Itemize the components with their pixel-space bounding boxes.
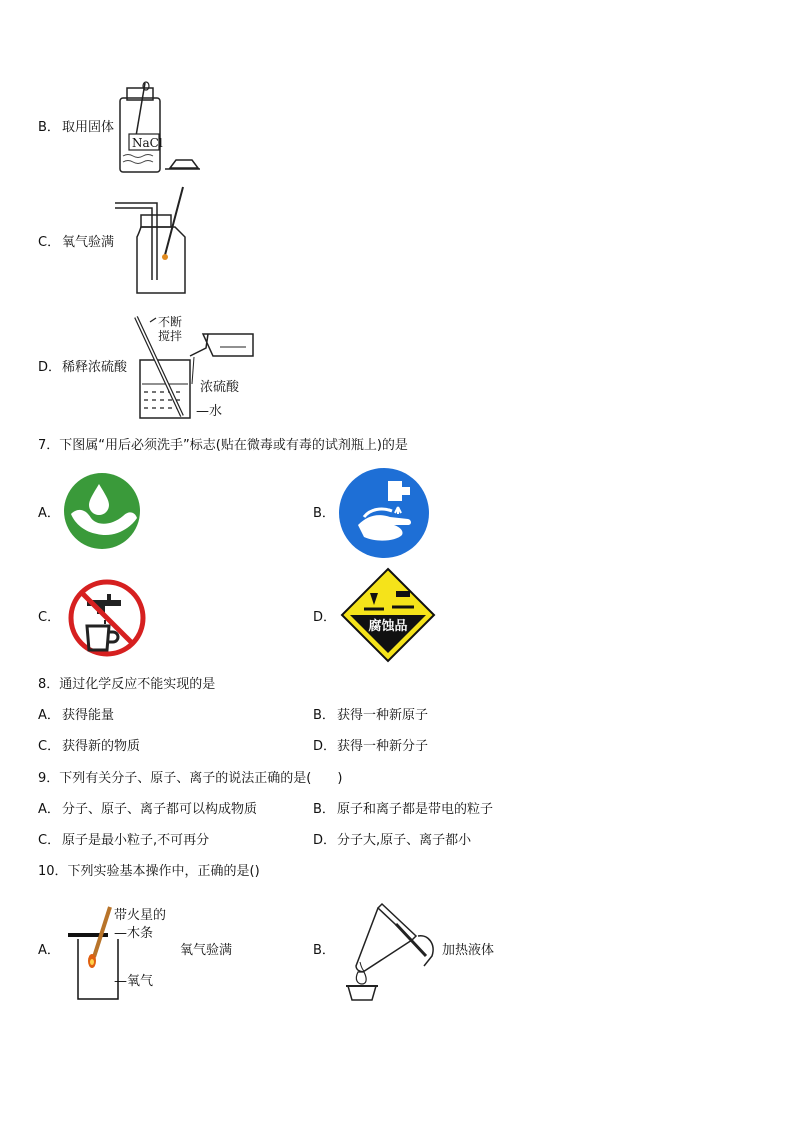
option-letter: B． — [313, 708, 335, 723]
option-text: 获得一种新分子 — [337, 739, 429, 754]
option-letter: B． — [313, 802, 335, 817]
option-letter: A． — [38, 943, 60, 958]
option-letter: C． — [38, 833, 61, 848]
label-acid: 浓硫酸 — [200, 380, 240, 395]
no-drinking-water-icon — [67, 578, 147, 658]
sign-text: 腐蚀品 — [368, 619, 408, 634]
label-gas-text: 氧气 — [127, 974, 154, 989]
q9-stem: 9．下列有关分子、原子、离子的说法正确的是( ) — [38, 771, 343, 786]
corrosive-warning-icon — [340, 567, 436, 663]
water-drop-hand-icon — [63, 472, 141, 550]
option-letter: D． — [313, 610, 337, 625]
q10-stem: 10．下列实验基本操作中，正确的是() — [38, 864, 260, 879]
option-letter: A． — [38, 506, 60, 521]
option-text: 分子大,原子、离子都小 — [337, 833, 472, 848]
hand-washing-icon — [338, 467, 430, 559]
bottle-label: NaCl — [132, 136, 163, 150]
label-stick-line1: 带火星的 — [114, 908, 167, 923]
option-letter: A． — [38, 708, 60, 723]
label-stir-line1: 不断 — [158, 315, 183, 329]
label-water-text: 水 — [209, 404, 223, 419]
option-letter: B． — [313, 943, 335, 958]
option-text: 氧气验满 — [180, 943, 233, 958]
option-letter: C． — [38, 739, 61, 754]
heating-liquid-illustration — [336, 900, 440, 1004]
solid-taking-illustration — [115, 82, 205, 177]
option-text: 获得能量 — [62, 708, 115, 723]
option-letter: A． — [38, 802, 60, 817]
option-text: 原子是最小粒子,不可再分 — [62, 833, 210, 848]
label-water: —水 — [196, 404, 223, 419]
label-stir-line2: 搅拌 — [158, 329, 183, 343]
option-text: 稀释浓硫酸 — [62, 360, 128, 375]
option-text: 取用固体 — [62, 120, 115, 135]
option-letter: D． — [38, 360, 62, 375]
option-text: 加热液体 — [442, 943, 495, 958]
label-stick-text: 木条 — [127, 926, 154, 941]
option-letter: C． — [38, 610, 61, 625]
option-text: 获得新的物质 — [62, 739, 141, 754]
q8-stem: 8．通过化学反应不能实现的是 — [38, 677, 216, 692]
label-stir — [158, 315, 182, 343]
option-letter: D． — [313, 739, 337, 754]
label-gas: —氧气 — [114, 974, 154, 989]
option-text: 分子、原子、离子都可以构成物质 — [62, 802, 258, 817]
option-letter: B． — [38, 120, 60, 135]
q7-stem: 7．下图属“用后必须洗手”标志(贴在微毒或有毒的试剂瓶上)的是 — [38, 438, 408, 453]
label-stick-line2: —木条 — [114, 926, 154, 941]
option-text: 氧气验满 — [62, 235, 115, 250]
option-text: 获得一种新原子 — [337, 708, 429, 723]
option-letter: D． — [313, 833, 337, 848]
option-text: 原子和离子都是带电的粒子 — [337, 802, 494, 817]
option-letter: B． — [313, 506, 335, 521]
option-letter: C． — [38, 235, 61, 250]
oxygen-test-illustration — [115, 185, 195, 300]
